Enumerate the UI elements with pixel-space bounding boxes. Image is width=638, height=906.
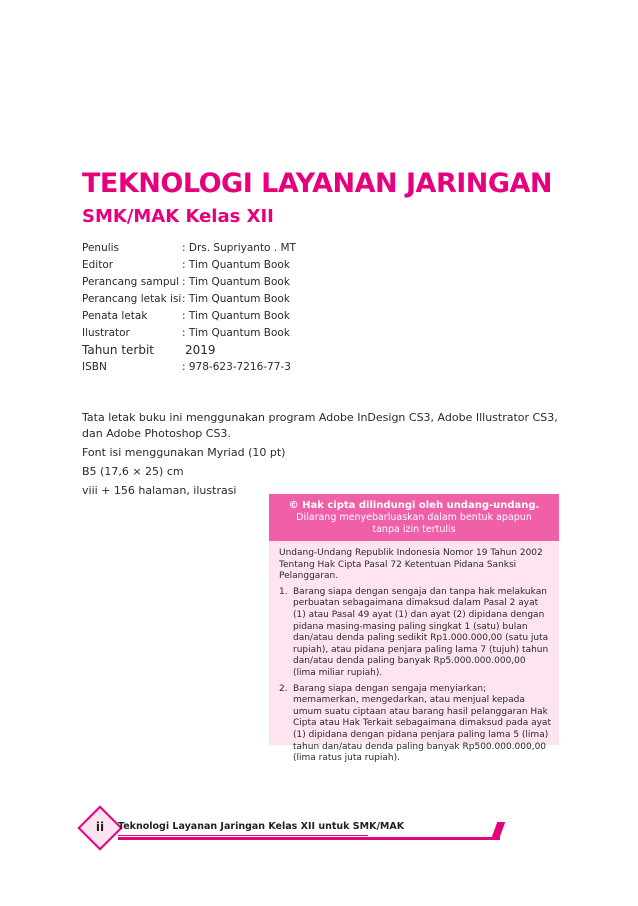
credit-row-tahun-terbit — [82, 342, 382, 359]
copyright-line-1: © Hak cipta dilindungi oleh undang-undang. — [288, 500, 540, 511]
credit-value: : 978-623-7216-77-3 — [182, 361, 291, 373]
page-number: ii — [95, 820, 105, 834]
copyright-line-2: Dilarang menyebarluaskan dalam bentuk apapun — [296, 512, 532, 523]
credit-value: : Drs. Supriyanto . MT — [182, 242, 296, 254]
copyright-line-3: tanpa izin tertulis — [372, 524, 456, 535]
law-item-text: Barang siapa dengan sengaja menyiarkan; memamerkan, mengedarkan, atau menjual kepada umum suatu ciptaan atau barang hasil pelanggaran Hak Cipta atau Hak Terkait sebagaimana dimaksud pada ayat (1) dipidana dengan pidana penjara paling lama 5 (lima) tahun dan/atau denda paling banyak Rp500.000.000,00 (lima ratus juta rupiah). — [293, 683, 551, 764]
law-item-number: 2. — [279, 683, 288, 694]
credit-label: Penata letak — [82, 310, 148, 322]
production-notes — [82, 410, 566, 502]
footer-rule — [118, 837, 500, 840]
law-item-number: 1. — [279, 586, 288, 597]
law-items — [279, 587, 551, 765]
credit-row-penata-letak — [82, 308, 382, 325]
credit-value: : Tim Quantum Book — [182, 310, 290, 322]
law-item — [279, 684, 551, 765]
credit-label: Perancang letak isi — [82, 293, 182, 305]
credit-label: Ilustrator — [82, 327, 130, 339]
credit-row-isbn — [82, 359, 382, 376]
credit-row-perancang-letak — [82, 291, 382, 308]
law-intro: Undang-Undang Republik Indonesia Nomor 19 Tahun 2002 Tentang Hak Cipta Pasal 72 Ketentuan Pidana Sanksi Pelanggaran. — [279, 548, 543, 582]
footer-rule-thin — [118, 835, 368, 836]
credit-row-ilustrator — [82, 325, 382, 342]
copyright-box — [269, 494, 559, 764]
book-subtitle: SMK/MAK Kelas XII — [82, 206, 274, 227]
software-note: Tata letak buku ini menggunakan program Adobe InDesign CS3, Adobe Illustrator CS3, dan Adobe Photoshop CS3. — [82, 411, 558, 440]
credit-value: : Tim Quantum Book — [182, 293, 290, 305]
size-note: B5 (17,6 × 25) cm — [82, 465, 184, 478]
credit-label: Perancang sampul — [82, 276, 180, 288]
law-item — [279, 587, 551, 680]
credit-label: Editor — [82, 259, 114, 271]
credit-row-editor — [82, 257, 382, 274]
credit-value: : Tim Quantum Book — [182, 327, 290, 339]
pages-note: viii + 156 halaman, ilustrasi — [82, 484, 237, 497]
credit-value: 2019 — [185, 343, 216, 357]
copyright-header — [269, 494, 559, 541]
footer-slant-mark — [491, 822, 506, 840]
book-title: TEKNOLOGI LAYANAN JARINGAN — [82, 168, 553, 199]
font-note: Font isi menggunakan Myriad (10 pt) — [82, 446, 286, 459]
credit-row-perancang-sampul — [82, 274, 382, 291]
credit-label: ISBN — [82, 361, 107, 373]
credit-value: : Tim Quantum Book — [182, 276, 290, 288]
copyright-body — [269, 541, 559, 775]
law-item-text: Barang siapa dengan sengaja dan tanpa hak melakukan perbuatan sebagaimana dimaksud dalam Pasal 2 ayat (1) atau Pasal 49 ayat (1) dan ayat (2) dipidana dengan pidana masing-masing paling singkat 1 (satu) bulan dan/atau denda paling sedikit Rp1.000.000,00 (satu juta rupiah), atau pidana penjara paling lama 7 (tujuh) tahun dan/atau denda paling banyak Rp5.000.000.000,00 (lima miliar rupiah). — [293, 586, 549, 678]
credit-row-penulis — [82, 240, 382, 257]
credits-list — [82, 240, 382, 376]
credit-label: Penulis — [82, 242, 120, 254]
credit-value: : Tim Quantum Book — [182, 259, 290, 271]
footer-title: Teknologi Layanan Jaringan Kelas XII untuk SMK/MAK — [118, 821, 405, 832]
credit-label: Tahun terbit — [82, 343, 155, 357]
